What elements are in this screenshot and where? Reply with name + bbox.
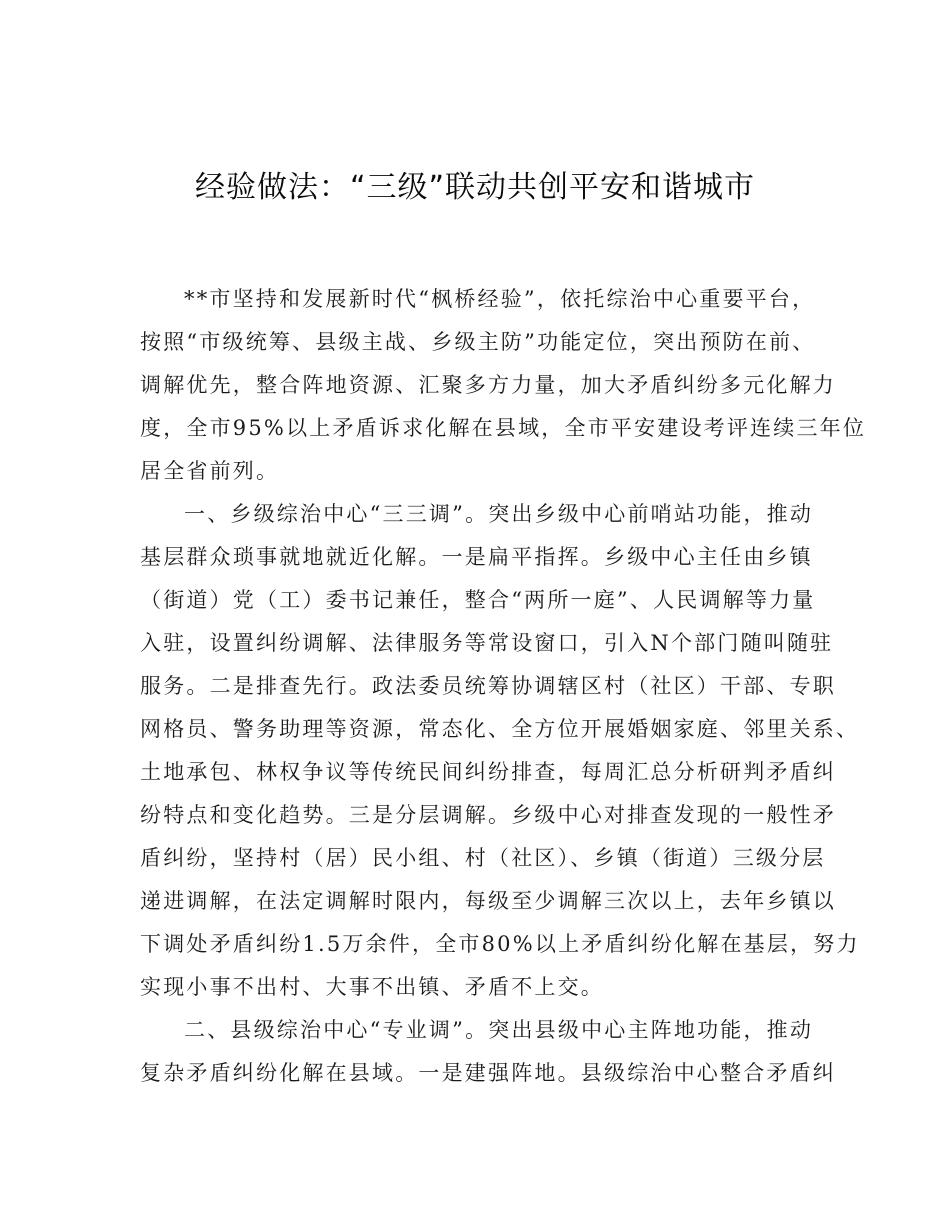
text-line: （街道）党（工）委书记兼任，整合“两所一庭”、人民调解等力量 [140,588,816,612]
text-line: 基层群众琐事就地就近化解。一是扁平指挥。乡级中心主任由乡镇 [140,545,813,569]
document-body [140,278,867,1095]
text-line: 盾纠纷，坚持村（居）民小组、村（社区）、乡镇（街道）三级分层 [140,846,826,870]
paragraph-intro [140,278,867,493]
text-line: 纷特点和变化趋势。三是分层调解。乡级中心对排查发现的一般性矛 [140,803,836,827]
document-title: 经验做法：“三级”联动共创平安和谐城市 [194,170,756,205]
text-line: 递进调解，在法定调解时限内，每级至少调解三次以上，去年乡镇以 [140,889,836,913]
text-line: 一、乡级综治中心“三三调”。突出乡级中心前哨站功能，推动 [184,502,814,526]
text-line: 入驻，设置纠纷调解、法律服务等常设窗口，引入N个部门随叫随驻 [140,631,834,655]
text-line: 网格员、警务助理等资源，常态化、全方位开展婚姻家庭、邻里关系、 [140,717,860,741]
text-line: **市坚持和发展新时代“枫桥经验”，依托综治中心重要平台， [184,287,816,311]
paragraph-county-level [140,1009,836,1095]
text-line: 居全省前列。 [140,459,280,483]
text-line: 实现小事不出村、大事不出镇、矛盾不上交。 [140,975,604,999]
text-line: 按照“市级统筹、县级主战、乡级主防”功能定位，突出预防在前、 [140,330,816,354]
text-line: 土地承包、林权争议等传统民间纠纷排查，每周汇总分析研判矛盾纠 [140,760,836,784]
text-line: 下调处矛盾纠纷1.5万余件，全市80%以上矛盾纠纷化解在基层，努力 [140,932,860,956]
text-line: 调解优先，整合阵地资源、汇聚多方力量，加大矛盾纠纷多元化解力 [140,373,836,397]
text-line: 度，全市95%以上矛盾诉求化解在县域，全市平安建设考评连续三年位 [140,416,867,440]
text-line: 复杂矛盾纠纷化解在县域。一是建强阵地。县级综治中心整合矛盾纠 [140,1061,836,1085]
text-line: 二、县级综治中心“专业调”。突出县级中心主阵地功能，推动 [184,1018,814,1042]
paragraph-township-level [140,493,860,1009]
text-line: 服务。二是排查先行。政法委员统筹协调辖区村（社区）干部、专职 [140,674,836,698]
